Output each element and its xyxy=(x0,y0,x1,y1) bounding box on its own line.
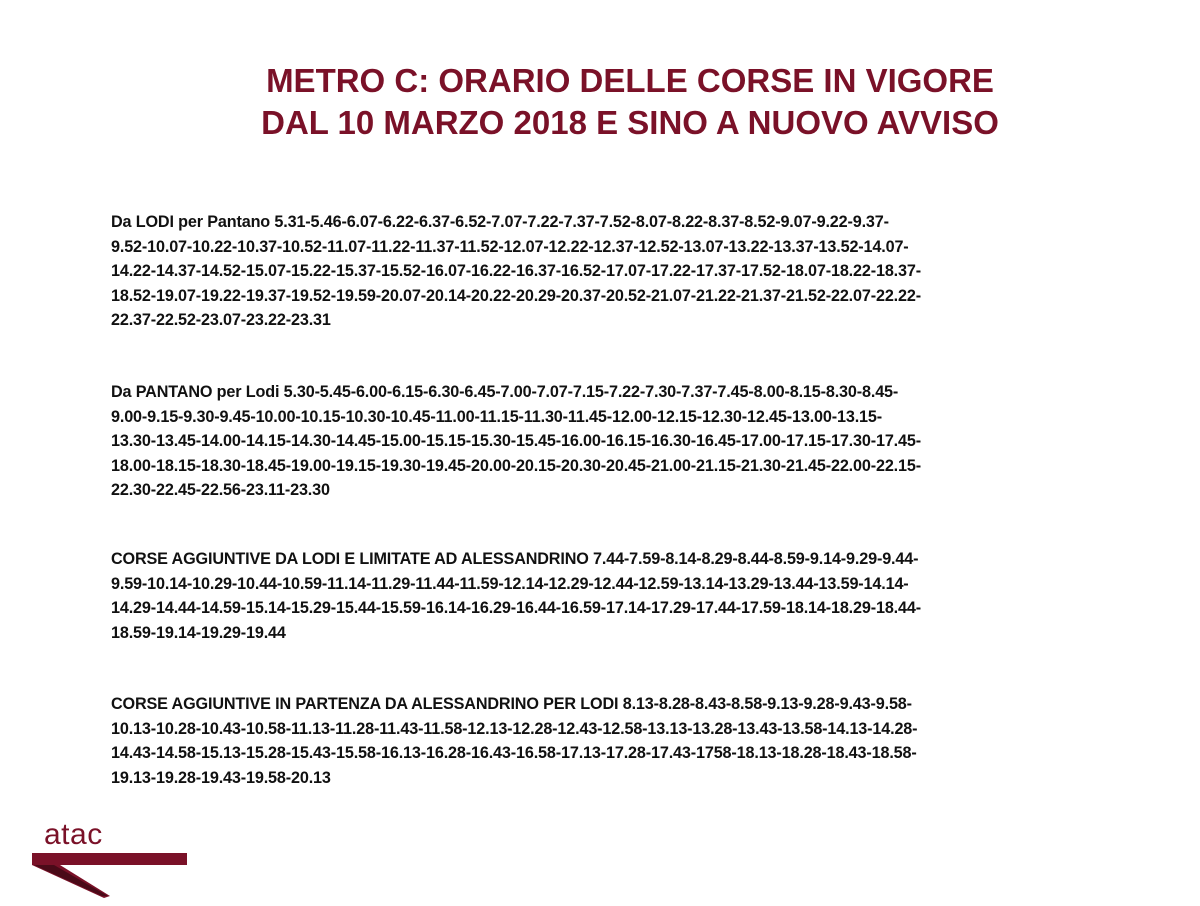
logo-text: atac xyxy=(44,818,103,851)
page-title xyxy=(0,60,1200,144)
schedule-line: 9.59-10.14-10.29-10.44-10.59-11.14-11.29-11.44-11.59-12.14-12.29-12.44-12.59-13.14-13.29-13.44-13.59-14.14- xyxy=(111,574,909,593)
schedule-line: 18.59-19.14-19.29-19.44 xyxy=(111,623,286,642)
schedule-additional-alessandrino-to-lodi xyxy=(111,692,1156,790)
logo-swoosh-icon xyxy=(32,852,192,902)
schedule-line: Da LODI per Pantano 5.31-5.46-6.07-6.22-6.37-6.52-7.07-7.22-7.37-7.52-8.07-8.22-8.37-8.52-9.07-9.22-9.37- xyxy=(111,213,889,231)
schedule-line: 18.00-18.15-18.30-18.45-19.00-19.15-19.30-19.45-20.00-20.15-20.30-20.45-21.00-21.15-21.30-21.45-22.00-22.15- xyxy=(111,456,921,475)
schedule-line: 19.13-19.28-19.43-19.58-20.13 xyxy=(111,768,331,787)
schedule-line: 9.00-9.15-9.30-9.45-10.00-10.15-10.30-10.45-11.00-11.15-11.30-11.45-12.00-12.15-12.30-12.45-13.00-13.15- xyxy=(111,407,882,426)
schedule-line: 9.52-10.07-10.22-10.37-10.52-11.07-11.22-11.37-11.52-12.07-12.22-12.37-12.52-13.07-13.22-13.37-13.52-14.07- xyxy=(111,237,909,256)
schedule-line: CORSE AGGIUNTIVE DA LODI E LIMITATE AD ALESSANDRINO 7.44-7.59-8.14-8.29-8.44-8.59-9.14-9.29-9.44- xyxy=(111,550,919,568)
schedule-line: 14.43-14.58-15.13-15.28-15.43-15.58-16.13-16.28-16.43-16.58-17.13-17.28-17.43-1758-18.13-18.28-18.43-18.58- xyxy=(111,744,917,762)
schedule-line: 14.22-14.37-14.52-15.07-15.22-15.37-15.52-16.07-16.22-16.37-16.52-17.07-17.22-17.37-17.52-18.07-18.22-18.37- xyxy=(111,262,921,280)
schedule-line: 18.52-19.07-19.22-19.37-19.52-19.59-20.07-20.14-20.22-20.29-20.37-20.52-21.07-21.22-21.37-21.52-22.07-22.22- xyxy=(111,286,921,305)
schedule-pantano-to-lodi xyxy=(111,380,1156,503)
schedule-lodi-to-pantano xyxy=(111,210,1156,333)
title-line-2: DAL 10 MARZO 2018 E SINO A NUOVO AVVISO xyxy=(261,104,999,141)
schedule-line: CORSE AGGIUNTIVE IN PARTENZA DA ALESSANDRINO PER LODI 8.13-8.28-8.43-8.58-9.13-9.28-9.43-9.58- xyxy=(111,695,912,713)
schedule-line: Da PANTANO per Lodi 5.30-5.45-6.00-6.15-6.30-6.45-7.00-7.07-7.15-7.22-7.30-7.37-7.45-8.00-8.15-8.30-8.45- xyxy=(111,383,899,401)
logo-bar xyxy=(32,853,187,865)
title-line-1: METRO C: ORARIO DELLE CORSE IN VIGORE xyxy=(266,62,994,99)
schedule-line: 22.30-22.45-22.56-23.11-23.30 xyxy=(111,481,330,499)
schedule-line: 10.13-10.28-10.43-10.58-11.13-11.28-11.43-11.58-12.13-12.28-12.43-12.58-13.13-13.28-13.43-13.58-14.13-14.28- xyxy=(111,719,918,738)
atac-logo xyxy=(32,818,192,902)
schedule-line: 14.29-14.44-14.59-15.14-15.29-15.44-15.59-16.14-16.29-16.44-16.59-17.14-17.29-17.44-17.59-18.14-18.29-18.44- xyxy=(111,599,921,617)
logo-wedge-shadow xyxy=(34,865,108,896)
schedule-line: 13.30-13.45-14.00-14.15-14.30-14.45-15.00-15.15-15.30-15.45-16.00-16.15-16.30-16.45-17.00-17.15-17.30-17.45- xyxy=(111,432,921,450)
schedule-line: 22.37-22.52-23.07-23.22-23.31 xyxy=(111,311,331,329)
schedule-additional-lodi-to-alessandrino xyxy=(111,547,1156,645)
